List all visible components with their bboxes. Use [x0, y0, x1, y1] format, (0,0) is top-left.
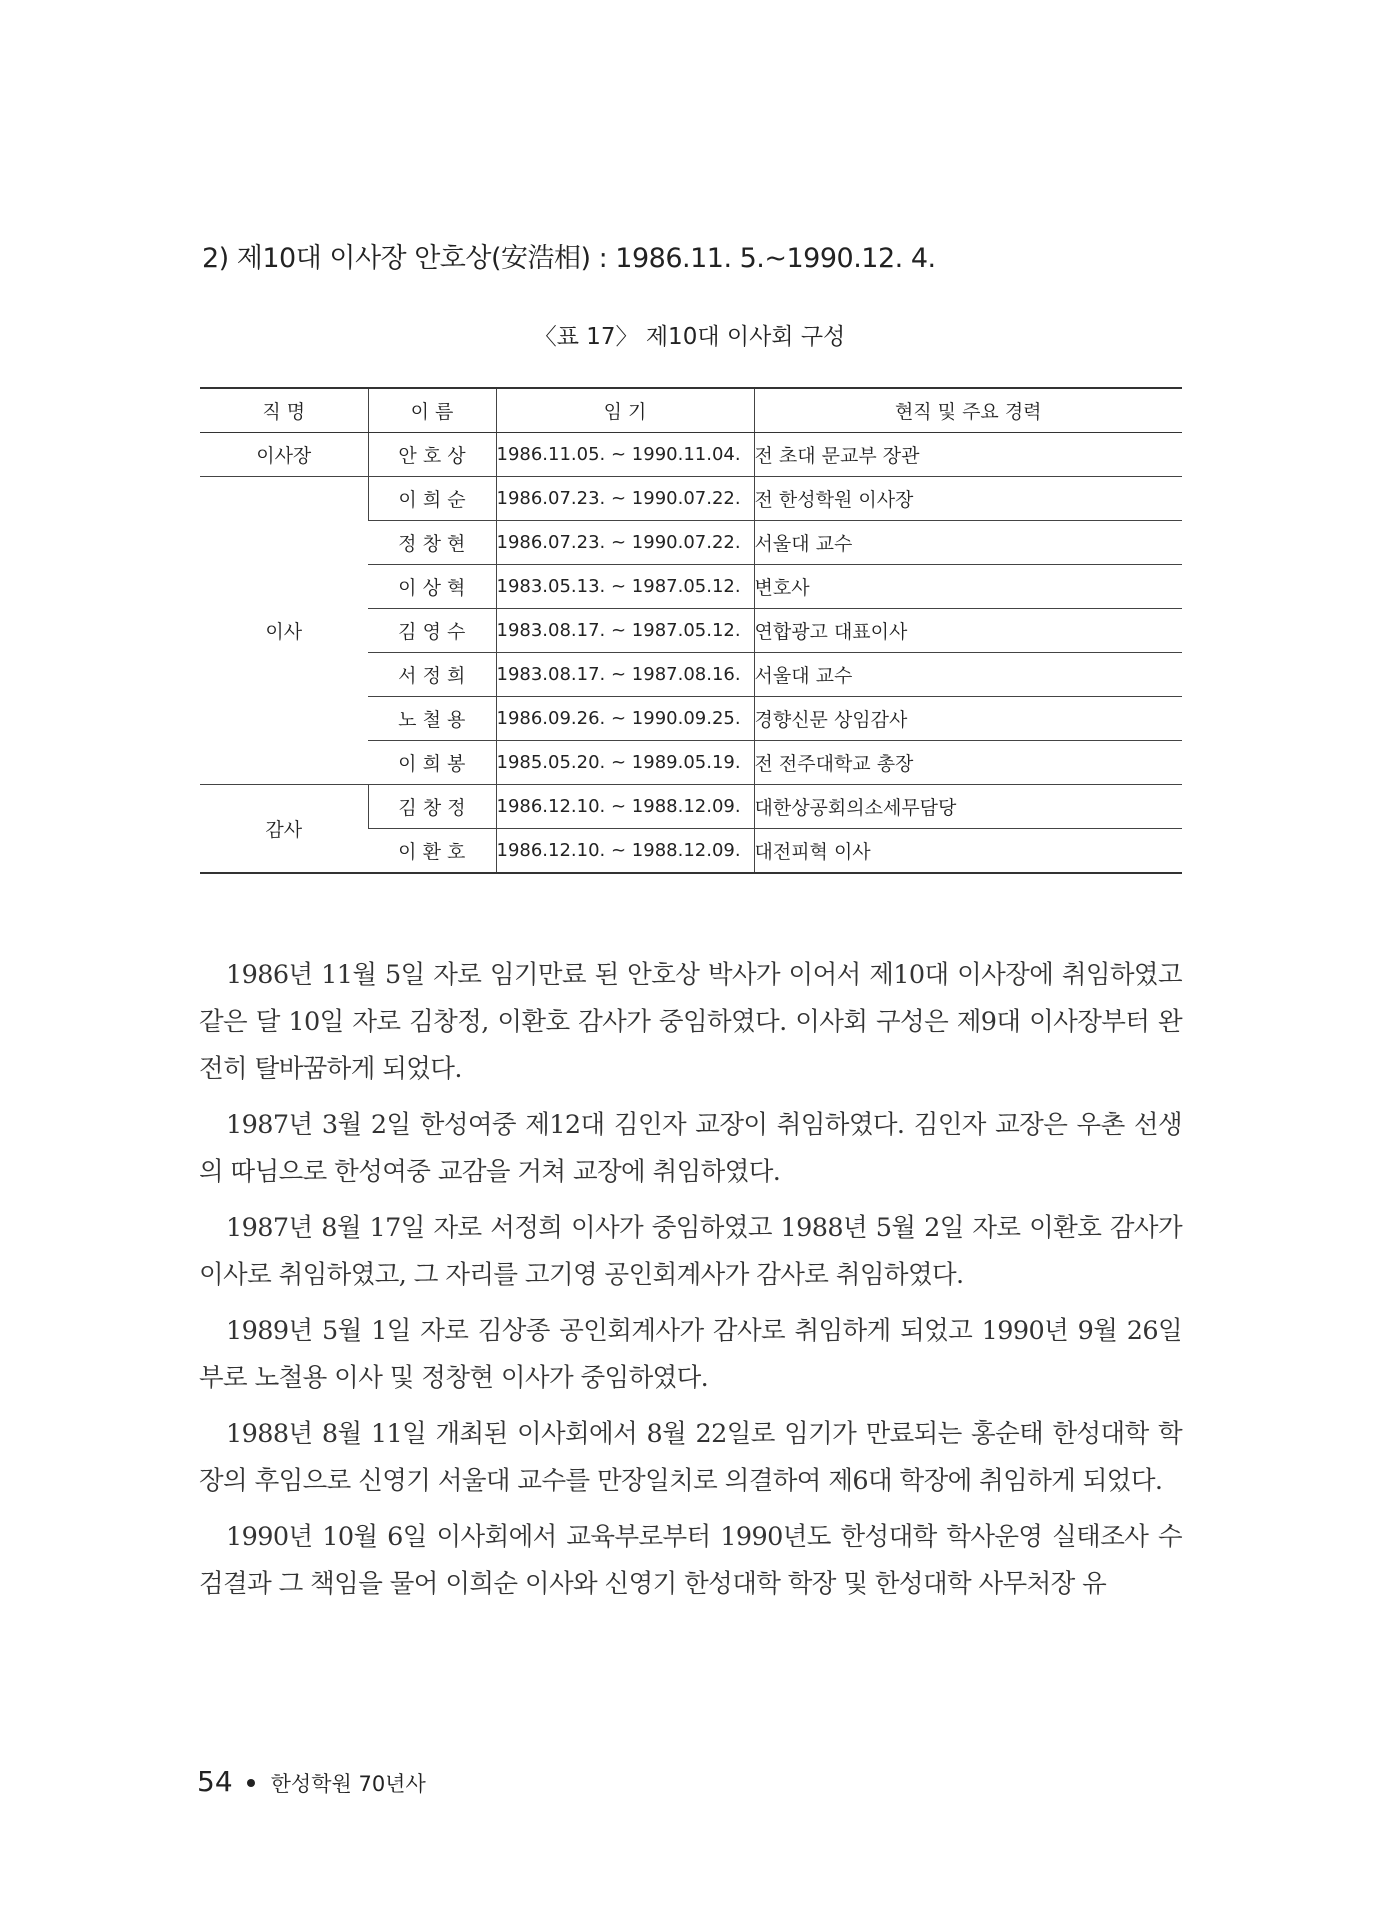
term-cell: 1985.05.20. ~ 1989.05.19. [496, 741, 754, 785]
table-header-row [200, 388, 1182, 433]
career-cell: 대전피혁 이사 [754, 829, 1182, 874]
body-paragraph: 1987년 3월 2일 한성여중 제12대 김인자 교장이 취임하였다. 김인자 교장은 우촌 선생의 따님으로 한성여중 교감을 거쳐 교장에 취임하였다. [199, 1110, 1182, 1187]
name-cell: 노 철 용 [368, 697, 496, 741]
career-cell: 경향신문 상임감사 [754, 697, 1182, 741]
header-position: 직 명 [200, 388, 368, 433]
term-cell: 1986.11.05. ~ 1990.11.04. [496, 433, 754, 477]
position-cell: 이사 [200, 477, 368, 785]
board-table [200, 387, 1182, 874]
header-term: 임 기 [496, 388, 754, 433]
name-cell: 이 환 호 [368, 829, 496, 874]
table-row [200, 433, 1182, 477]
term-cell: 1983.08.17. ~ 1987.08.16. [496, 653, 754, 697]
term-cell: 1983.08.17. ~ 1987.05.12. [496, 609, 754, 653]
name-cell: 서 정 희 [368, 653, 496, 697]
term-cell: 1986.09.26. ~ 1990.09.25. [496, 697, 754, 741]
book-title: 한성학원 70년사 [270, 1772, 426, 1796]
term-cell: 1986.12.10. ~ 1988.12.09. [496, 829, 754, 874]
name-cell: 이 상 혁 [368, 565, 496, 609]
body-paragraph: 1986년 11월 5일 자로 임기만료 된 안호상 박사가 이어서 제10대 이사장에 취임하였고 같은 달 10일 자로 김창정, 이환호 감사가 중임하였다. 이사회 구성은 제9대 이사장부터 완전히 탈바꿈하게 되었다. [199, 960, 1182, 1084]
name-cell: 정 창 현 [368, 521, 496, 565]
body-paragraph: 1990년 10월 6일 이사회에서 교육부로부터 1990년도 한성대학 학사운영 실태조사 수검결과 그 책임을 물어 이희순 이사와 신영기 한성대학 학장 및 한성대학 사무처장 유 [199, 1522, 1182, 1599]
name-cell: 이 희 봉 [368, 741, 496, 785]
table-caption: 〈표 17〉 제10대 이사회 구성 [533, 324, 846, 350]
board-table-body [200, 433, 1182, 874]
name-cell: 이 희 순 [368, 477, 496, 521]
table-row [200, 785, 1182, 829]
header-career: 현직 및 주요 경력 [754, 388, 1182, 433]
career-cell: 서울대 교수 [754, 521, 1182, 565]
header-name: 이 름 [368, 388, 496, 433]
body-paragraph: 1987년 8월 17일 자로 서정희 이사가 중임하였고 1988년 5월 2일 자로 이환호 감사가 이사로 취임하였고, 그 자리를 고기영 공인회계사가 감사로 취임하였다. [199, 1213, 1182, 1290]
term-cell: 1986.07.23. ~ 1990.07.22. [496, 521, 754, 565]
term-cell: 1986.12.10. ~ 1988.12.09. [496, 785, 754, 829]
career-cell: 연합광고 대표이사 [754, 609, 1182, 653]
body-text [199, 952, 1182, 1617]
career-cell: 대한상공회의소세무담당 [754, 785, 1182, 829]
position-cell: 감사 [200, 785, 368, 874]
section-heading: 2) 제10대 이사장 안호상(安浩相) : 1986.11. 5.~1990.12. 4. [202, 243, 936, 274]
term-cell: 1983.05.13. ~ 1987.05.12. [496, 565, 754, 609]
name-cell: 안 호 상 [368, 433, 496, 477]
position-cell: 이사장 [200, 433, 368, 477]
table-row [200, 477, 1182, 521]
name-cell: 김 창 정 [368, 785, 496, 829]
bullet-separator [247, 1779, 255, 1787]
career-cell: 전 전주대학교 총장 [754, 741, 1182, 785]
career-cell: 전 한성학원 이사장 [754, 477, 1182, 521]
term-cell: 1986.07.23. ~ 1990.07.22. [496, 477, 754, 521]
name-cell: 김 영 수 [368, 609, 496, 653]
body-paragraph: 1989년 5월 1일 자로 김상종 공인회계사가 감사로 취임하게 되었고 1990년 9월 26일 부로 노철용 이사 및 정창현 이사가 중임하였다. [199, 1316, 1182, 1393]
career-cell: 변호사 [754, 565, 1182, 609]
page-footer [197, 1765, 426, 1798]
body-paragraph: 1988년 8월 11일 개최된 이사회에서 8월 22일로 임기가 만료되는 홍순태 한성대학 학장의 후임으로 신영기 서울대 교수를 만장일치로 의결하여 제6대 학장에 취임하게 되었다. [199, 1419, 1182, 1496]
career-cell: 전 초대 문교부 장관 [754, 433, 1182, 477]
career-cell: 서울대 교수 [754, 653, 1182, 697]
page-number: 54 [197, 1765, 233, 1798]
